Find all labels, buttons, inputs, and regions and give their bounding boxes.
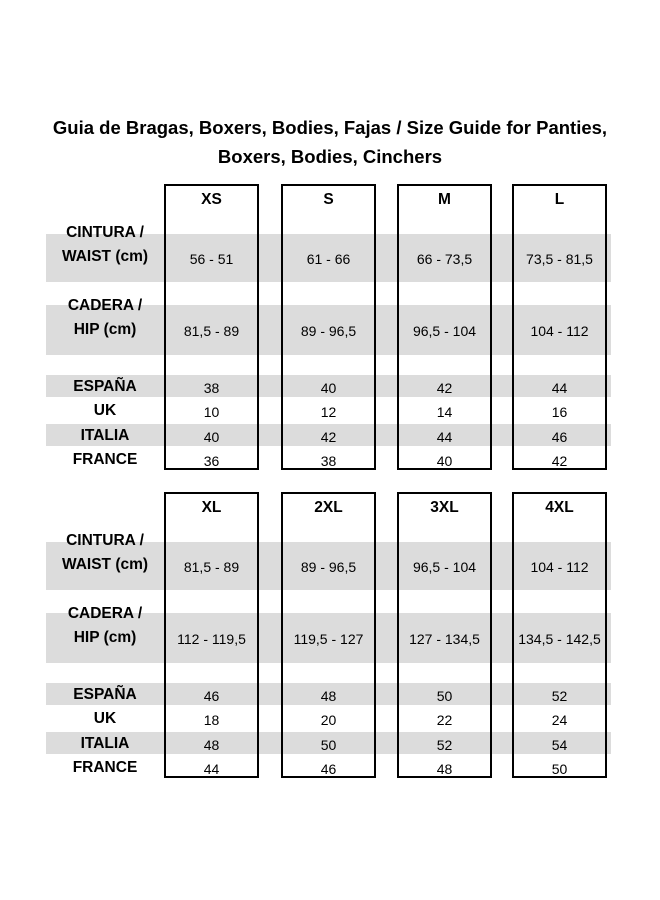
hip-value: 89 - 96,5 [300, 323, 357, 339]
uk-value: 16 [551, 404, 568, 420]
espana-value: 40 [320, 380, 337, 396]
size-header: 3XL [430, 499, 459, 516]
france-value: 38 [320, 453, 337, 469]
france-value: 44 [203, 761, 220, 777]
espana-label: ESPAÑA [73, 378, 137, 395]
france-value: 36 [203, 453, 220, 469]
hip-value: 81,5 - 89 [183, 323, 240, 339]
uk-label: UK [93, 710, 117, 727]
uk-value: 20 [320, 712, 337, 728]
france-label: FRANCE [72, 759, 138, 776]
espana-value: 44 [551, 380, 568, 396]
italia-value: 40 [203, 429, 220, 445]
espana-value: 48 [320, 688, 337, 704]
page-title: Guia de Bragas, Boxers, Bodies, Fajas / Size Guide for Panties, Boxers, Bodies, Cinchers [52, 117, 608, 167]
waist-value: 89 - 96,5 [300, 559, 357, 575]
hip-value: 112 - 119,5 [177, 631, 246, 647]
italia-value: 54 [551, 737, 568, 753]
size-header: XS [201, 191, 222, 208]
france-value: 50 [551, 761, 568, 777]
uk-value: 18 [203, 712, 220, 728]
hip-value: 96,5 - 104 [412, 323, 477, 339]
espana-value: 42 [436, 380, 453, 396]
uk-value: 14 [436, 404, 453, 420]
uk-value: 12 [320, 404, 337, 420]
waist-label: CINTURA / [66, 532, 144, 549]
size-header: S [323, 191, 334, 208]
italia-value: 42 [320, 429, 337, 445]
italia-value: 52 [436, 737, 453, 753]
waist-value: 56 - 51 [189, 251, 234, 267]
waist-value: 73,5 - 81,5 [526, 251, 593, 267]
italia-value: 48 [203, 737, 220, 753]
uk-value: 24 [551, 712, 568, 728]
size-table-block [0, 488, 660, 778]
hip-label: HIP (cm) [73, 321, 137, 338]
waist-value: 61 - 66 [306, 251, 351, 267]
size-header: 4XL [545, 499, 574, 516]
size-column [281, 184, 376, 470]
espana-label: ESPAÑA [73, 686, 137, 703]
waist-value: 81,5 - 89 [183, 559, 240, 575]
espana-value: 38 [203, 380, 220, 396]
size-header: L [554, 191, 565, 208]
hip-label: CADERA / [67, 605, 143, 622]
italia-label: ITALIA [80, 735, 130, 752]
size-table-block [0, 180, 660, 470]
italia-value: 46 [551, 429, 568, 445]
hip-label: HIP (cm) [73, 629, 137, 646]
size-column [397, 184, 492, 470]
waist-label: WAIST (cm) [61, 248, 149, 265]
waist-value: 66 - 73,5 [416, 251, 473, 267]
hip-value: 104 - 112 [530, 323, 589, 339]
france-value: 46 [320, 761, 337, 777]
size-column [512, 184, 607, 470]
size-header: M [438, 191, 451, 208]
uk-value: 10 [203, 404, 220, 420]
france-label: FRANCE [72, 451, 138, 468]
row-labels [46, 180, 164, 470]
size-column [164, 492, 259, 778]
france-value: 42 [551, 453, 568, 469]
waist-value: 104 - 112 [530, 559, 589, 575]
waist-label: CINTURA / [66, 224, 144, 241]
size-header: XL [201, 499, 222, 516]
size-column [512, 492, 607, 778]
waist-value: 96,5 - 104 [412, 559, 477, 575]
espana-value: 50 [436, 688, 453, 704]
italia-label: ITALIA [80, 427, 130, 444]
uk-value: 22 [436, 712, 453, 728]
uk-label: UK [93, 402, 117, 419]
size-column [164, 184, 259, 470]
hip-value: 134,5 - 142,5 [518, 631, 601, 647]
size-header: 2XL [314, 499, 343, 516]
size-column [281, 492, 376, 778]
row-labels [46, 488, 164, 778]
italia-value: 44 [436, 429, 453, 445]
size-column [397, 492, 492, 778]
hip-label: CADERA / [67, 297, 143, 314]
espana-value: 46 [203, 688, 220, 704]
hip-value: 127 - 134,5 [409, 631, 480, 647]
waist-label: WAIST (cm) [61, 556, 149, 573]
espana-value: 52 [551, 688, 568, 704]
france-value: 40 [436, 453, 453, 469]
hip-value: 119,5 - 127 [293, 631, 364, 647]
france-value: 48 [436, 761, 453, 777]
italia-value: 50 [320, 737, 337, 753]
